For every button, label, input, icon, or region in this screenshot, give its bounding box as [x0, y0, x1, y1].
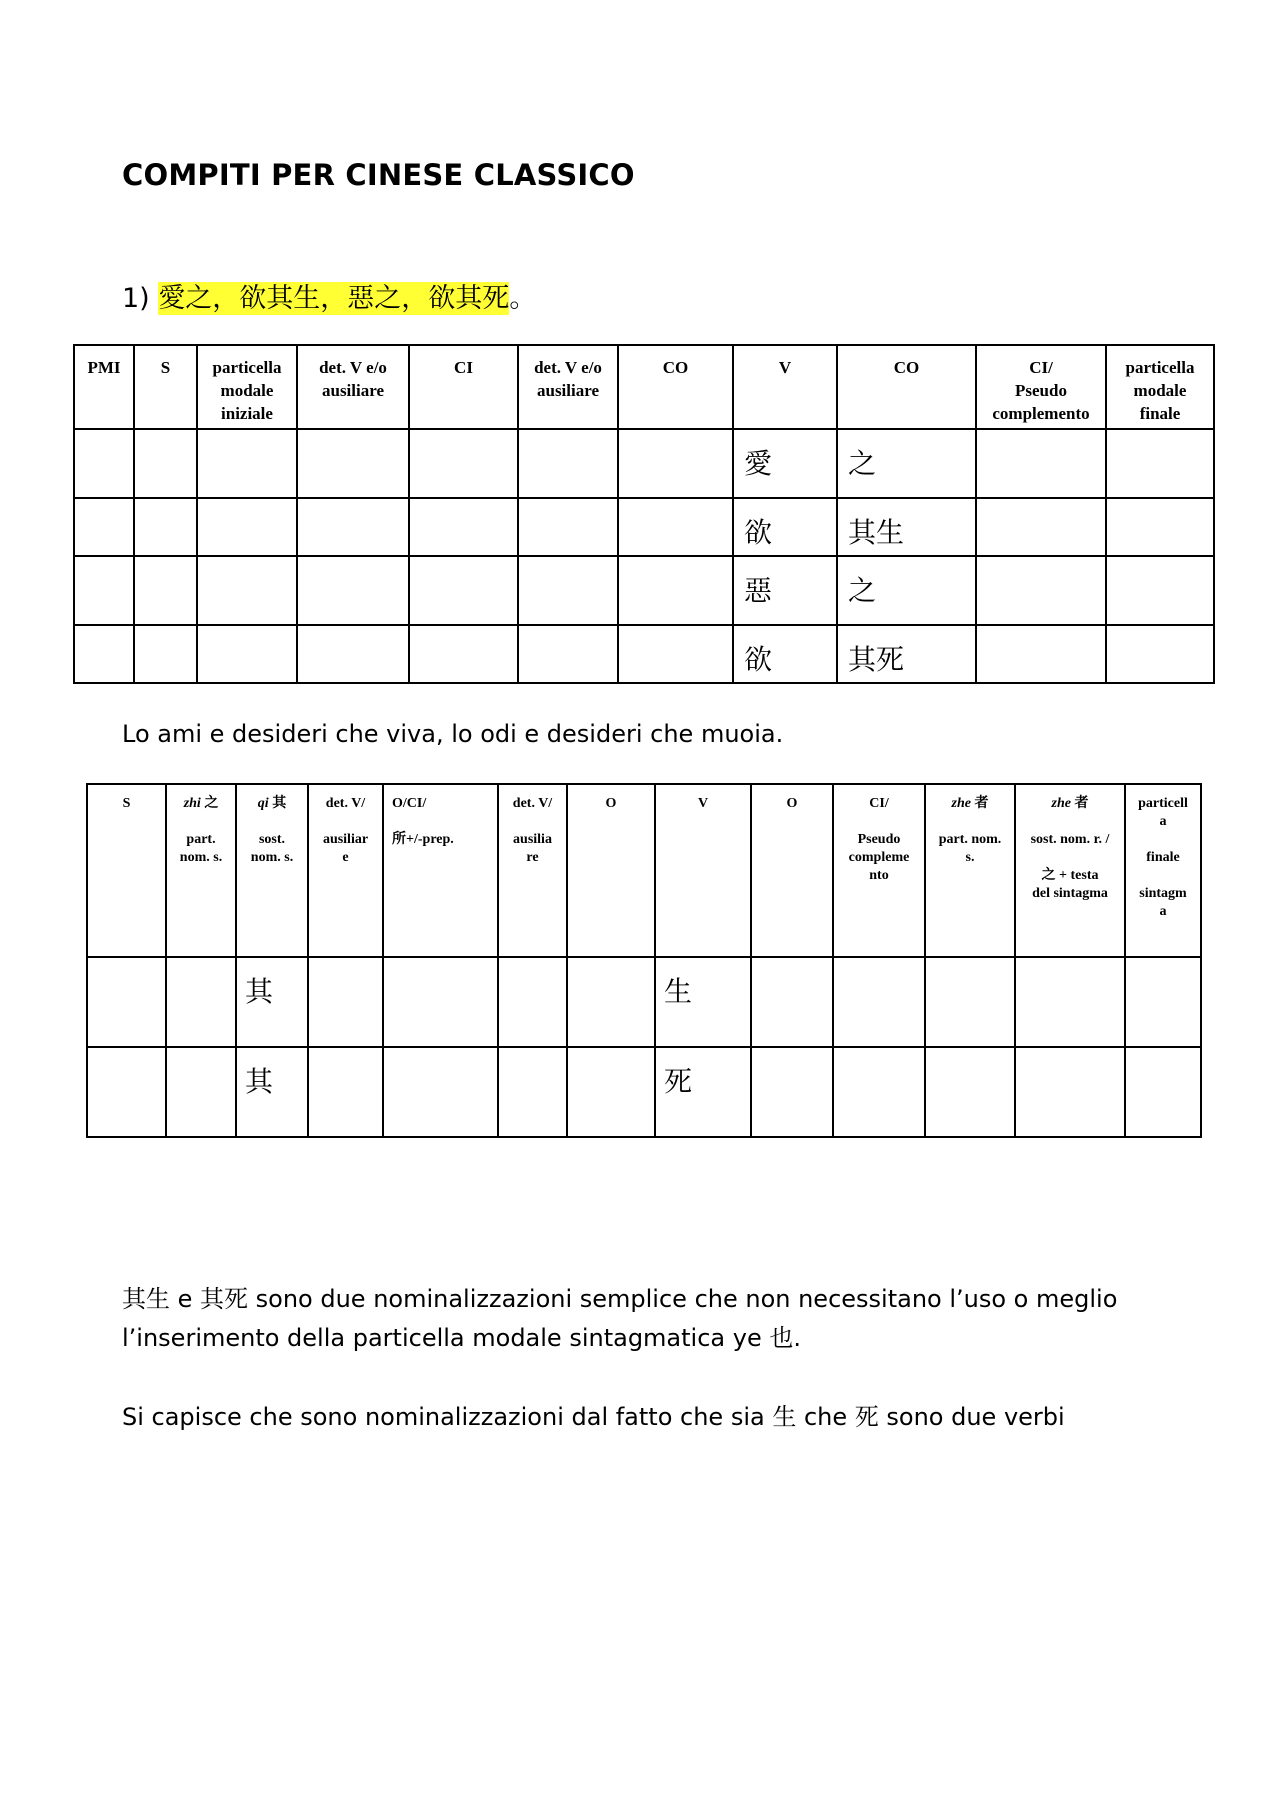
t2-header-zhi: zhi 之 part. nom. s.	[166, 784, 236, 957]
table1-cell	[74, 498, 134, 556]
t2-header-ci-pseudo: CI/ Pseudo compleme nto	[833, 784, 925, 957]
table1-cell	[618, 625, 733, 683]
table1-cell	[976, 625, 1106, 683]
table2-cell	[567, 957, 655, 1047]
table1-row	[74, 625, 1214, 683]
table2-cell	[498, 1047, 567, 1137]
t2-header-o-ci: O/CI/ 所+/-prep.	[383, 784, 498, 957]
table1-header-cell: particella modale iniziale	[197, 345, 297, 429]
table1-cell	[1106, 625, 1214, 683]
analysis-table-1	[73, 344, 1215, 684]
table1-cell: 欲	[733, 498, 837, 556]
translation-text: Lo ami e desideri che viva, lo odi e desideri che muoia.	[122, 720, 784, 748]
table1-header-row	[74, 345, 1214, 429]
table1-cell	[618, 556, 733, 625]
t2-header-det-v: det. V/ ausiliar e	[308, 784, 383, 957]
table1-cell	[409, 429, 518, 498]
table2-cell	[383, 957, 498, 1047]
table1-header-cell: CO	[837, 345, 976, 429]
table1-cell	[197, 498, 297, 556]
table1-cell	[197, 625, 297, 683]
table1-header-cell: CI	[409, 345, 518, 429]
table1-cell	[74, 625, 134, 683]
table2-cell	[833, 957, 925, 1047]
table1-cell	[409, 625, 518, 683]
table2-cell: 死	[655, 1047, 751, 1137]
t2-header-o: O	[567, 784, 655, 957]
table1-cell	[197, 556, 297, 625]
table1-header-cell: CO	[618, 345, 733, 429]
table2-cell	[87, 957, 166, 1047]
table2-cell	[498, 957, 567, 1047]
table1-header-cell: V	[733, 345, 837, 429]
table1-cell	[1106, 429, 1214, 498]
table1-row	[74, 498, 1214, 556]
t2-header-v: V	[655, 784, 751, 957]
table1-cell	[74, 429, 134, 498]
table1-cell	[134, 429, 197, 498]
table1-cell	[134, 556, 197, 625]
table2-cell	[751, 957, 833, 1047]
table1-cell: 之	[837, 556, 976, 625]
table1-header-cell: S	[134, 345, 197, 429]
highlighted-chinese-text: 愛之，欲其生，惡之，欲其死	[158, 283, 510, 314]
table1-cell	[618, 429, 733, 498]
table1-cell	[297, 625, 409, 683]
table2-row	[87, 957, 1201, 1047]
t2-header-s: S	[87, 784, 166, 957]
table1-cell	[297, 429, 409, 498]
table1-cell	[74, 556, 134, 625]
t2-header-particella-finale: particell a finale sintagm a	[1125, 784, 1201, 957]
table1-header-cell: CI/ Pseudo complemento	[976, 345, 1106, 429]
table2-cell: 其	[236, 957, 308, 1047]
table2-cell	[166, 1047, 236, 1137]
table1-header-cell: PMI	[74, 345, 134, 429]
table1-cell	[409, 556, 518, 625]
table1-cell	[134, 498, 197, 556]
table2-cell	[1015, 957, 1125, 1047]
t2-header-o-2: O	[751, 784, 833, 957]
table2-header-row	[87, 784, 1201, 957]
exercise-sentence	[122, 276, 536, 315]
table2-cell	[567, 1047, 655, 1137]
table1-cell	[297, 556, 409, 625]
t2-header-zhe-part: zhe 者 part. nom. s.	[925, 784, 1015, 957]
table2-cell	[87, 1047, 166, 1137]
table2-cell	[1015, 1047, 1125, 1137]
document-title: COMPITI PER CINESE CLASSICO	[122, 158, 635, 192]
table2-cell	[1125, 1047, 1201, 1137]
table1-cell	[518, 498, 618, 556]
table1-row	[74, 556, 1214, 625]
t2-header-zhe-sost: zhe 者 sost. nom. r. / 之 + testa del sintagma	[1015, 784, 1125, 957]
explanation-paragraph-2: Si capisce che sono nominalizzazioni dal fatto che sia 生 che 死 sono due verbi	[122, 1403, 1065, 1431]
table2-cell	[308, 957, 383, 1047]
table2-cell	[925, 957, 1015, 1047]
table1-cell: 愛	[733, 429, 837, 498]
explanation-paragraph-1: 其生 e 其死 sono due nominalizzazioni semplice che non necessitano l’uso o meglio l’inserimento della particella modale sintagmatica ye 也.	[122, 1285, 1118, 1352]
table1-cell	[1106, 498, 1214, 556]
table1-cell	[518, 625, 618, 683]
exercise-number: 1)	[122, 283, 150, 314]
table1-cell	[134, 625, 197, 683]
table1-cell: 其死	[837, 625, 976, 683]
analysis-table-2	[86, 783, 1202, 1138]
table1-cell	[297, 498, 409, 556]
table2-cell: 生	[655, 957, 751, 1047]
sentence-end-punct: 。	[509, 283, 537, 314]
table1-header-cell: det. V e/o ausiliare	[297, 345, 409, 429]
table1-cell: 其生	[837, 498, 976, 556]
table1-cell	[518, 556, 618, 625]
table1-cell	[197, 429, 297, 498]
table1-cell	[976, 429, 1106, 498]
table1-cell: 欲	[733, 625, 837, 683]
table1-cell	[618, 498, 733, 556]
table1-row	[74, 429, 1214, 498]
table2-cell	[751, 1047, 833, 1137]
table2-cell	[383, 1047, 498, 1137]
table1-cell	[976, 556, 1106, 625]
table2-row	[87, 1047, 1201, 1137]
table1-cell	[1106, 556, 1214, 625]
table1-cell: 之	[837, 429, 976, 498]
table2-cell: 其	[236, 1047, 308, 1137]
t2-header-det-v-2: det. V/ ausilia re	[498, 784, 567, 957]
table1-header-cell: particella modale finale	[1106, 345, 1214, 429]
table2-cell	[308, 1047, 383, 1137]
table1-cell	[409, 498, 518, 556]
table1-cell: 惡	[733, 556, 837, 625]
table2-cell	[1125, 957, 1201, 1047]
t2-header-qi: qi 其 sost. nom. s.	[236, 784, 308, 957]
table2-cell	[833, 1047, 925, 1137]
table1-cell	[518, 429, 618, 498]
table1-header-cell: det. V e/o ausiliare	[518, 345, 618, 429]
table2-cell	[166, 957, 236, 1047]
table1-cell	[976, 498, 1106, 556]
table2-cell	[925, 1047, 1015, 1137]
